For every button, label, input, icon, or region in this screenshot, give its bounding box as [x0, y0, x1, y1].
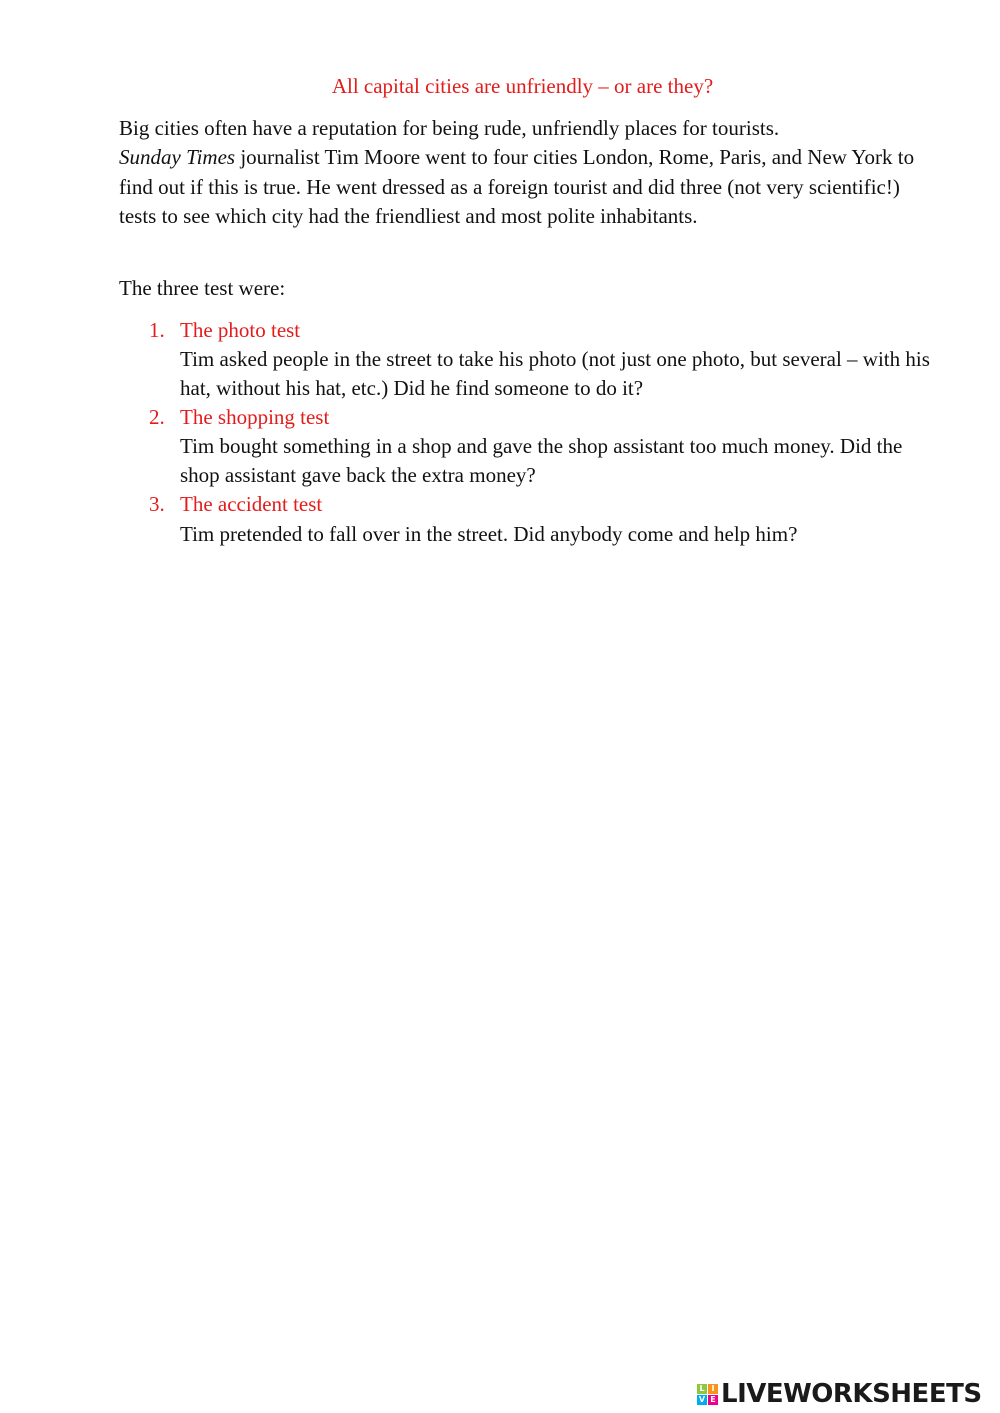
test-description: Tim pretended to fall over in the street. Did anybody come and help him? — [180, 522, 798, 546]
intro-paragraph — [119, 114, 939, 231]
test-title: The accident test — [180, 492, 323, 516]
intro-text-part2: journalist Tim Moore went to four cities London, Rome, Paris, and New York to find out if this is true. He went dressed as a foreign tourist and did three (not very scientific!) tests to see which city had the friendliest and most polite inhabitants. — [119, 145, 915, 228]
intro-text-part1: Big cities often have a reputation for being rude, unfriendly places for tourists. — [119, 116, 780, 140]
test-title: The shopping test — [180, 405, 330, 429]
test-title: The photo test — [180, 318, 301, 342]
test-description: Tim bought something in a shop and gave the shop assistant too much money. Did the shop assistant gave back the extra money? — [180, 434, 903, 488]
page-title: All capital cities are unfriendly – or are they? — [331, 74, 714, 98]
logo-tile-i: I — [708, 1384, 718, 1394]
logo-tile-v: V — [698, 1394, 706, 1404]
logo-tile-l: L — [697, 1384, 707, 1394]
logo-text: LIVEWORKSHEETS — [721, 1379, 982, 1409]
test-number: 2. — [149, 405, 165, 429]
intro-newspaper-name: Sunday Times — [119, 145, 236, 170]
test-number: 1. — [149, 318, 165, 342]
test-description: Tim asked people in the street to take his photo (not just one photo, but several – with his hat, without his hat, etc.) Did he find someone to do it? — [180, 347, 930, 401]
test-number: 3. — [149, 492, 165, 516]
tests-lead-in: The three test were: — [119, 276, 286, 300]
logo-mark-icon — [697, 1384, 718, 1405]
liveworksheets-logo — [697, 1378, 982, 1410]
logo-tile-e: E — [708, 1395, 718, 1405]
